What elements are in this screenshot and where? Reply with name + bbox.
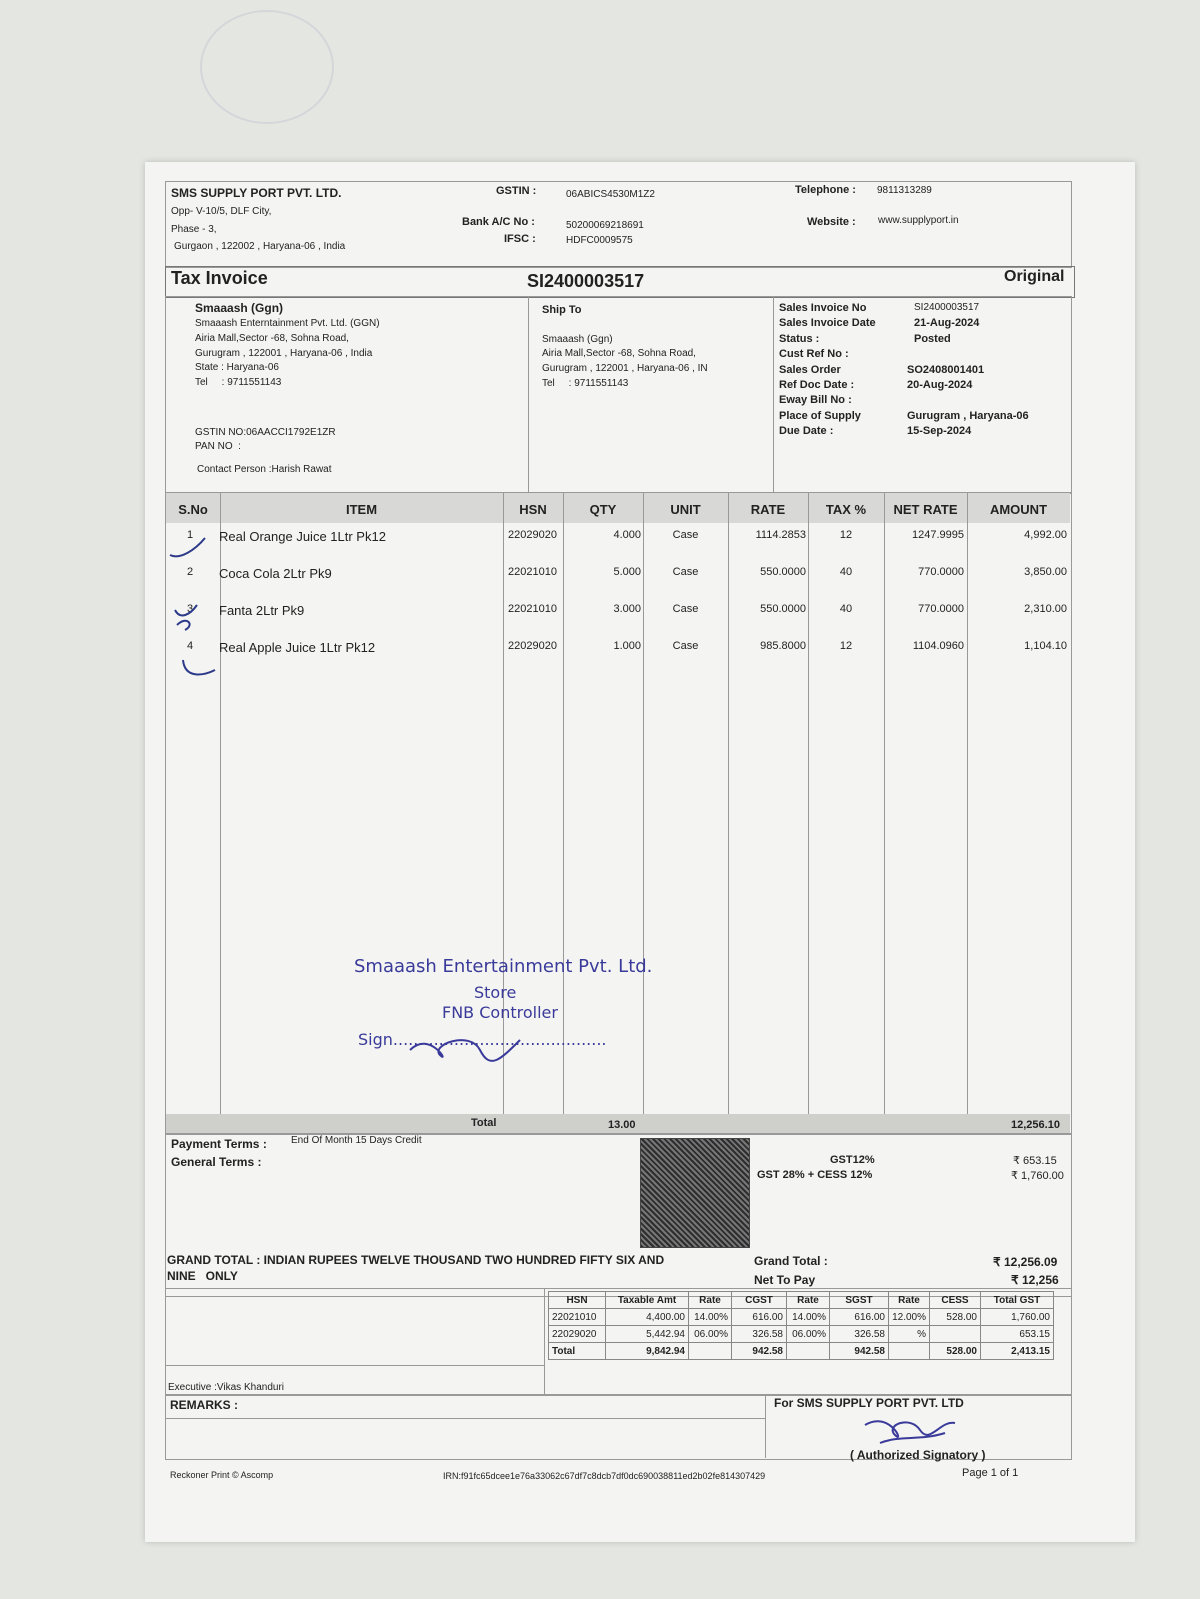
supplier-address-3: Gurgaon , 122002 , Haryana-06 , India	[174, 241, 346, 252]
column-header: RATE	[750, 502, 786, 517]
column-header: S.No	[178, 502, 208, 517]
row-item: Real Orange Juice 1Ltr Pk12	[219, 529, 386, 544]
gst-header: Rate	[787, 1292, 830, 1309]
general-terms-label: General Terms :	[171, 1155, 262, 1169]
meta-value: 21-Aug-2024	[914, 317, 980, 330]
total-amount: 12,256.10	[1011, 1119, 1060, 1131]
gst-header: Total GST	[981, 1292, 1054, 1309]
gst-cell: 06.00%	[689, 1326, 732, 1343]
tax-summary-value: ₹ 1,760.00	[1011, 1170, 1064, 1182]
gst-cell: 14.00%	[689, 1309, 732, 1326]
footer-software: Reckoner Print © Ascomp	[170, 1470, 274, 1480]
row-hsn: 22021010	[508, 566, 557, 578]
authorized-signatory: ( Authorized Signatory )	[850, 1448, 986, 1462]
row-hsn: 22029020	[508, 640, 557, 652]
gst-cell: 9,842.94	[606, 1343, 689, 1360]
row-amount: 4,992.00	[1024, 529, 1067, 541]
gst-header: SGST	[830, 1292, 889, 1309]
row-net-rate: 1247.9995	[912, 529, 964, 541]
meta-value: Gurugram , Haryana-06	[907, 409, 1029, 422]
total-qty: 13.00	[608, 1119, 636, 1131]
row-unit: Case	[672, 566, 699, 578]
row-net-rate: 770.0000	[918, 603, 964, 615]
remarks-label: REMARKS :	[170, 1398, 238, 1412]
gst-cell: 22021010	[549, 1309, 606, 1326]
row-hsn: 22021010	[508, 603, 557, 615]
telephone-label: Telephone :	[795, 184, 856, 196]
ship-to-label: Ship To	[542, 304, 582, 316]
invoice-number: SI2400003517	[527, 271, 645, 291]
website: www.supplyport.in	[878, 215, 959, 226]
gst-cell: 12.00%	[889, 1309, 930, 1326]
company-stamp-line: Sign..........................................	[358, 1030, 607, 1049]
meta-key: Eway Bill No :	[779, 394, 852, 407]
meta-key: Place of Supply	[779, 409, 861, 422]
gst-cell: 942.58	[732, 1343, 787, 1360]
meta-key: Sales Invoice Date	[779, 317, 876, 330]
amount-in-words: NINE ONLY	[167, 1269, 238, 1283]
gst-cell	[930, 1326, 981, 1343]
row-hsn: 22029020	[508, 529, 557, 541]
meta-value: 20-Aug-2024	[907, 379, 973, 391]
row-item: Coca Cola 2Ltr Pk9	[219, 566, 332, 581]
gstin-label: GSTIN :	[496, 185, 537, 197]
gst-header: CESS	[930, 1292, 981, 1309]
column-header: HSN	[519, 502, 547, 517]
gst-cell: 5,442.94	[606, 1326, 689, 1343]
row-tax: 40	[839, 603, 853, 615]
bill-to-name: Smaaash (Ggn)	[195, 301, 284, 315]
ifsc-code: HDFC0009575	[566, 235, 633, 246]
gst-cell: Total	[549, 1343, 606, 1360]
row-unit: Case	[672, 529, 699, 541]
row-amount: 1,104.10	[1024, 640, 1067, 652]
grand-total-value: ₹ 12,256.09	[993, 1255, 1058, 1269]
row-tax: 12	[839, 529, 853, 541]
footer-irn: IRN:f91fc65dcee1e76a33062c67df7c8dcb7df0dc690038811ed2b02fe814307429	[443, 1471, 766, 1481]
gst-row	[549, 1309, 1054, 1326]
telephone: 9811313289	[877, 185, 932, 196]
row-unit: Case	[672, 603, 699, 615]
gst-row	[549, 1343, 1054, 1360]
ship-to-line: Airia Mall,Sector -68, Sohna Road,	[542, 348, 696, 359]
row-rate: 550.0000	[760, 603, 806, 615]
net-to-pay-value: ₹ 12,256	[1011, 1273, 1059, 1287]
grand-total-label: Grand Total :	[754, 1254, 828, 1268]
tax-summary-key: GST 28% + CESS 12%	[757, 1169, 873, 1181]
bill-to-pan: PAN NO :	[195, 441, 241, 452]
meta-key: Sales Invoice No	[779, 302, 867, 314]
gst-cell	[889, 1343, 930, 1360]
ship-to-line: Gurugram , 122001 , Haryana-06 , IN	[542, 363, 708, 374]
meta-key: Status :	[779, 332, 820, 345]
tax-summary-key: GST12%	[830, 1154, 875, 1166]
row-unit: Case	[672, 640, 699, 652]
meta-value: SO2408001401	[907, 363, 985, 376]
bill-to-line: Airia Mall,Sector -68, Sohna Road,	[195, 333, 349, 344]
bill-to-line: State : Haryana-06	[195, 362, 279, 373]
meta-key: Due Date :	[779, 425, 834, 438]
meta-value: 15-Sep-2024	[907, 425, 972, 438]
row-tax: 12	[839, 640, 853, 652]
qr-code	[640, 1138, 750, 1248]
executive: Executive :Vikas Khanduri	[168, 1382, 284, 1393]
gst-header: CGST	[732, 1292, 787, 1309]
meta-key: Cust Ref No :	[779, 348, 849, 361]
row-sno: 3	[186, 603, 194, 615]
row-qty: 3.000	[613, 603, 641, 615]
ship-to-name: Smaaash (Ggn)	[542, 334, 613, 345]
meta-key: Sales Order	[779, 363, 841, 376]
meta-key: Ref Doc Date :	[779, 379, 855, 391]
company-stamp-line: Smaaash Entertainment Pvt. Ltd.	[354, 956, 653, 977]
gst-cell: 616.00	[732, 1309, 787, 1326]
column-header: AMOUNT	[989, 502, 1048, 517]
tax-summary-value: ₹ 653.15	[1013, 1155, 1057, 1167]
net-to-pay-label: Net To Pay	[754, 1273, 816, 1287]
row-rate: 985.8000	[760, 640, 806, 652]
row-qty: 5.000	[613, 566, 641, 578]
row-amount: 2,310.00	[1024, 603, 1067, 615]
gst-cell: 942.58	[830, 1343, 889, 1360]
gst-cell: 528.00	[930, 1309, 981, 1326]
contact-person: Contact Person :Harish Rawat	[197, 464, 332, 475]
supplier-address-2: Phase - 3,	[171, 224, 217, 235]
gst-cell: 14.00%	[787, 1309, 830, 1326]
items-table	[165, 492, 1072, 1135]
gst-cell: 22029020	[549, 1326, 606, 1343]
row-net-rate: 770.0000	[918, 566, 964, 578]
bill-to-line: Gurugram , 122001 , Haryana-06 , India	[195, 348, 373, 359]
page-title: Tax Invoice	[171, 268, 268, 288]
copy-label: Original	[1004, 268, 1065, 285]
row-qty: 4.000	[613, 529, 641, 541]
row-net-rate: 1104.0960	[912, 640, 964, 652]
gst-cell: 653.15	[981, 1326, 1054, 1343]
row-amount: 3,850.00	[1024, 566, 1067, 578]
row-item: Real Apple Juice 1Ltr Pk12	[219, 640, 376, 655]
meta-value: Posted	[914, 332, 951, 345]
bill-to-line: Smaaash Enterntainment Pvt. Ltd. (GGN)	[195, 318, 380, 329]
authorized-signature	[850, 1405, 960, 1453]
amount-in-words: GRAND TOTAL : INDIAN RUPEES TWELVE THOUSAND TWO HUNDRED FIFTY SIX AND	[167, 1253, 665, 1267]
gst-cell: 528.00	[930, 1343, 981, 1360]
row-tax: 40	[839, 566, 853, 578]
gst-cell: 326.58	[732, 1326, 787, 1343]
website-label: Website :	[807, 216, 856, 228]
faded-stamp-mark	[200, 10, 334, 124]
total-label: Total	[471, 1117, 497, 1129]
payment-terms-label: Payment Terms :	[171, 1137, 267, 1151]
gst-row	[549, 1326, 1054, 1343]
gst-cell	[787, 1343, 830, 1360]
supplier-gstin: 06ABICS4530M1Z2	[566, 189, 655, 200]
supplier-address-1: Opp- V-10/5, DLF City,	[171, 206, 272, 217]
supplier-name: SMS SUPPLY PORT PVT. LTD.	[171, 186, 342, 200]
row-sno: 2	[186, 566, 194, 578]
row-rate: 1114.2853	[755, 529, 806, 541]
ifsc-label: IFSC :	[504, 233, 536, 245]
bill-to-line: Tel : 9711551143	[195, 377, 282, 388]
row-item: Fanta 2Ltr Pk9	[219, 603, 305, 618]
column-header: TAX %	[825, 502, 867, 517]
handwritten-signature	[400, 1020, 530, 1070]
ship-to-line: Tel : 9711551143	[542, 378, 629, 389]
gst-cell	[689, 1343, 732, 1360]
terms-box	[165, 1133, 1072, 1297]
row-sno: 4	[186, 640, 194, 652]
meta-value: SI2400003517	[914, 302, 980, 313]
gst-cell: 4,400.00	[606, 1309, 689, 1326]
bank-account: 50200069218691	[566, 220, 644, 231]
gst-cell: 616.00	[830, 1309, 889, 1326]
gst-header: Rate	[889, 1292, 930, 1309]
gst-breakdown-table	[548, 1291, 1054, 1360]
gst-cell: 2,413.15	[981, 1343, 1054, 1360]
column-header: NET RATE	[893, 502, 958, 517]
column-header: ITEM	[345, 502, 378, 517]
column-header: UNIT	[670, 502, 701, 517]
tick-marks	[165, 530, 235, 685]
for-company-label: For SMS SUPPLY PORT PVT. LTD	[774, 1396, 964, 1410]
gst-header: Taxable Amt	[606, 1292, 689, 1309]
gst-header: HSN	[549, 1292, 606, 1309]
company-stamp-line: Store	[474, 983, 517, 1002]
gst-cell: %	[889, 1326, 930, 1343]
row-rate: 550.0000	[760, 566, 806, 578]
gst-cell: 06.00%	[787, 1326, 830, 1343]
column-header: QTY	[589, 502, 617, 517]
row-sno: 1	[186, 529, 194, 541]
page-number: Page 1 of 1	[962, 1467, 1019, 1479]
company-stamp-line: FNB Controller	[442, 1003, 558, 1022]
bill-to-gstin: GSTIN NO:06AACCI1792E1ZR	[195, 427, 336, 438]
row-qty: 1.000	[613, 640, 641, 652]
gst-cell: 1,760.00	[981, 1309, 1054, 1326]
gst-cell: 326.58	[830, 1326, 889, 1343]
gst-header: Rate	[689, 1292, 732, 1309]
bank-label: Bank A/C No :	[462, 216, 535, 228]
payment-terms: End Of Month 15 Days Credit	[291, 1135, 422, 1146]
